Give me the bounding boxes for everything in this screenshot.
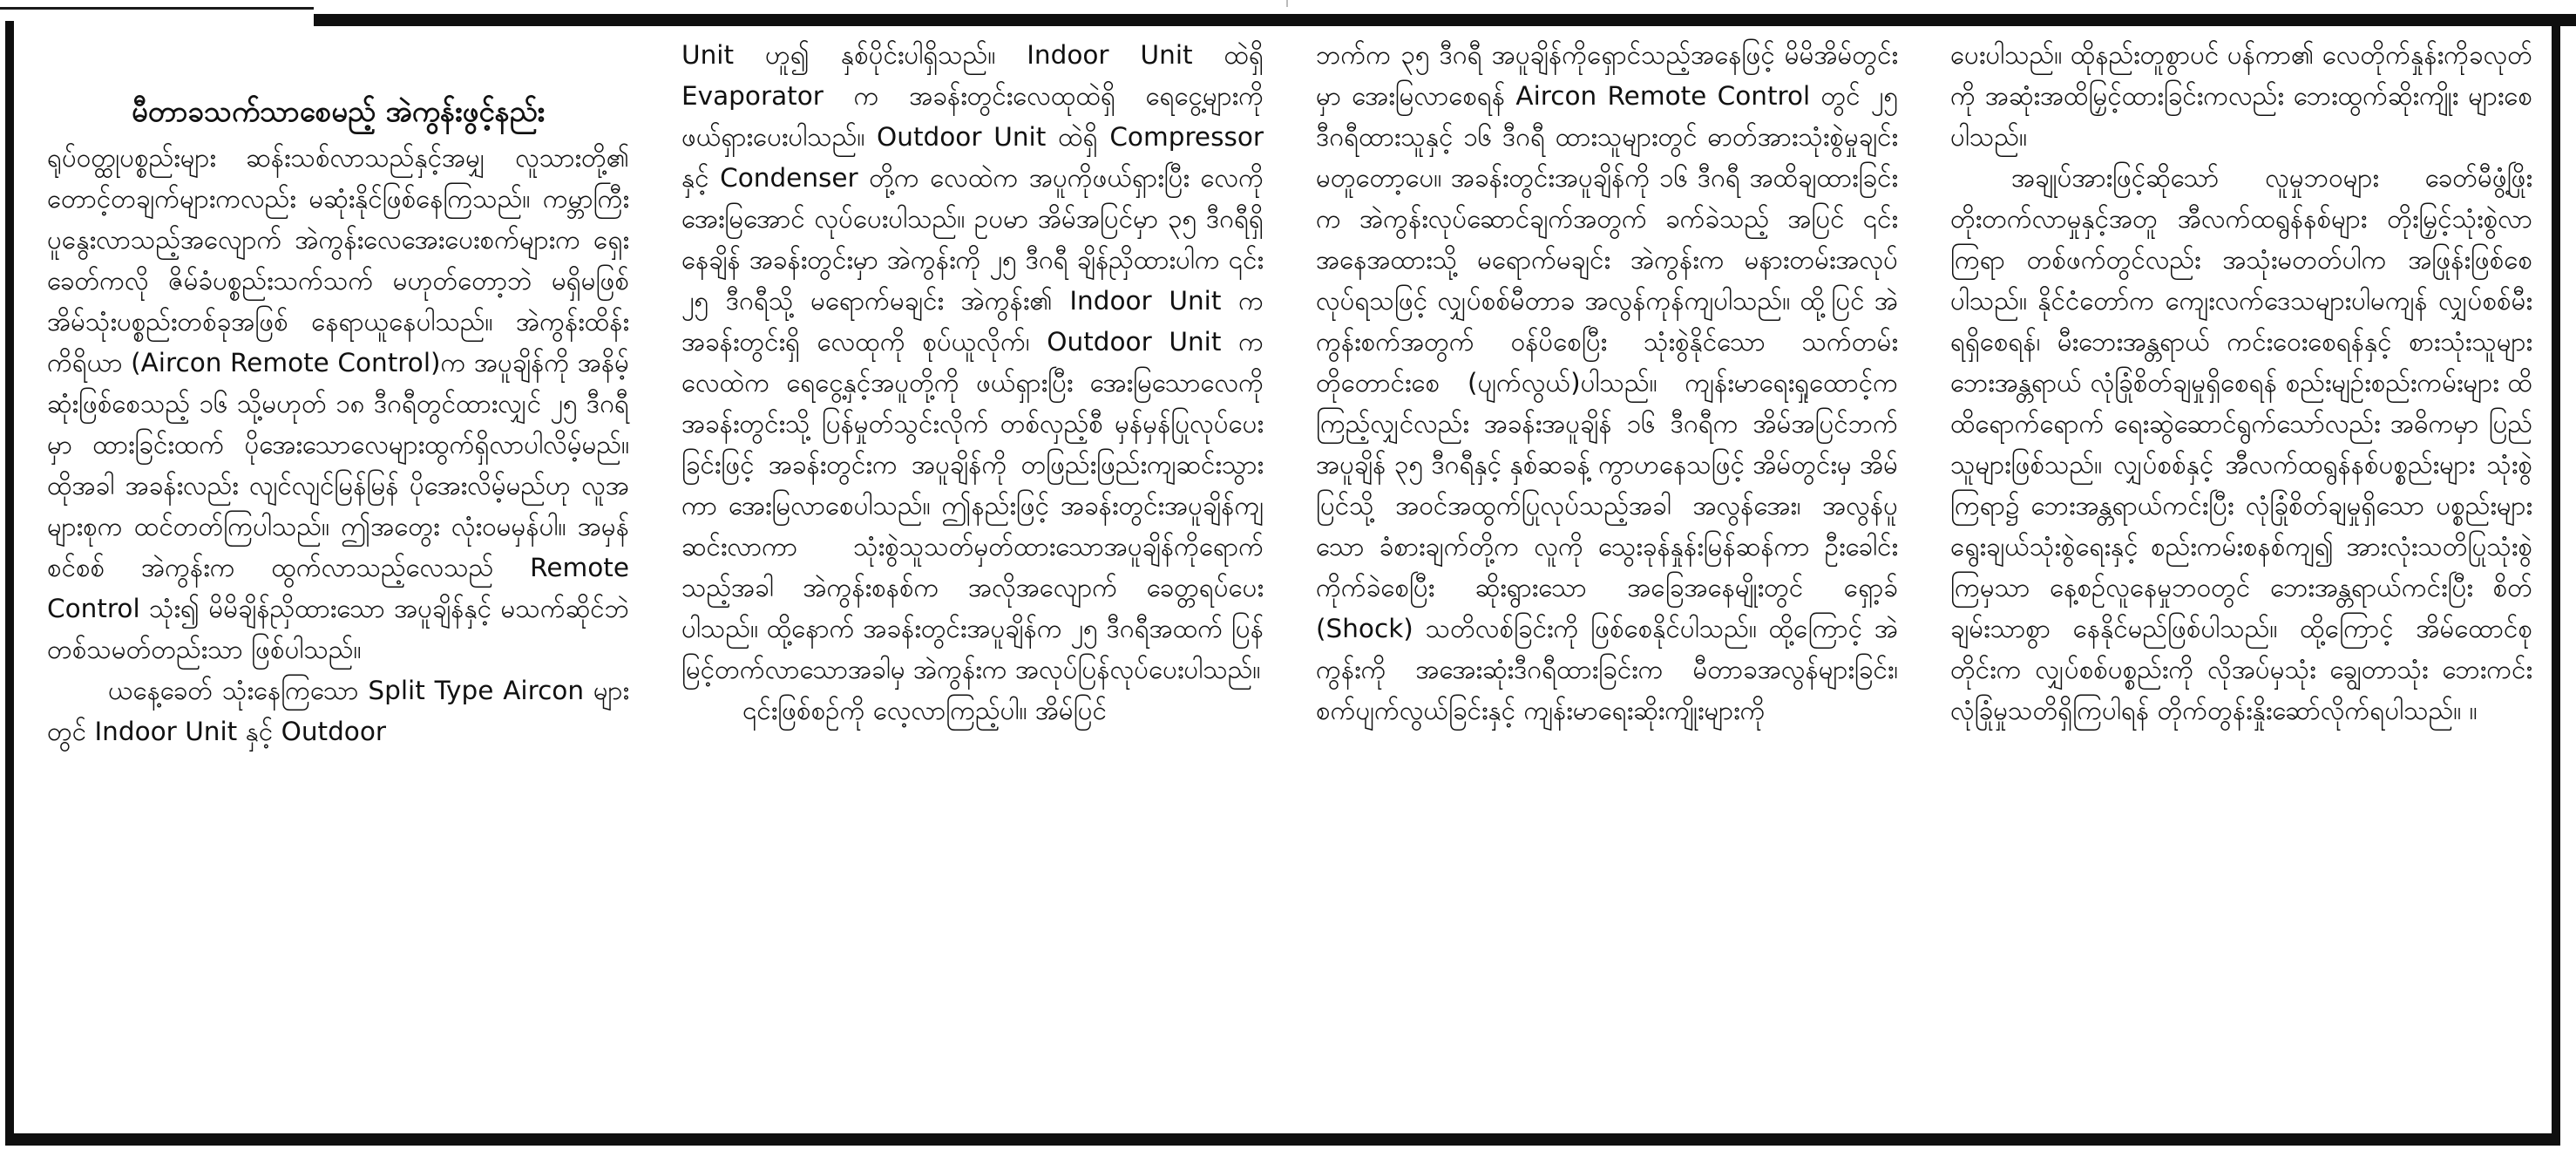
column-4 <box>1924 35 2559 1133</box>
paragraph-process: ၎င်းဖြစ်စဉ်ကို လေ့လာကြည့်ပါ။ အိမ်ပြင် <box>742 696 1107 725</box>
article-columns <box>21 35 2559 1133</box>
column-3 <box>1290 35 1924 1133</box>
paragraph-split-type: ယနေ့ခေတ် သုံးနေကြသော Split Type Aircon များတွင် Indoor Unit နှင့် Outdoor <box>47 676 629 746</box>
paragraph-fan: ပေးပါသည်။ ထိုနည်းတူစွာပင် ပန်ကာ၏ လေတိုက်နှုန်းကိုခလုတ်ကို အဆုံးအထိမြှင့်ထားခြင်းကလည်း ဘေးထွက်ဆိုးကျိုး များစေပါသည်။ <box>1950 40 2532 152</box>
paragraph-conclusion: အချုပ်အားဖြင့်ဆိုသော် လူမှုဘဝများ ခေတ်မီဖွံ့ဖြိုးတိုးတက်လာမှုနှင့်အတူ အီလက်ထရွန်နစ်များ တိုးမြှင့်သုံးစွဲလာကြရာ တစ်ဖက်တွင်လည်း အသုံးမတတ်ပါက အဖြုန်းဖြစ်စေပါသည်။ နိုင်ငံတော်က ကျေးလက်ဒေသများပါမကျန် လျှပ်စစ်မီးရရှိစေရန်၊ မီးဘေးအန္တရာယ် ကင်းဝေးစေရန်နှင့် စားသုံးသူများ ဘေးအန္တရာယ် လုံခြုံစိတ်ချမှုရှိစေရန် စည်းမျဉ်းစည်းကမ်းများ ထိထိရောက်ရောက် ရေးဆွဲဆောင်ရွက်သော်လည်း အဓိကမှာ ပြည်သူများဖြစ်သည်။ လျှပ်စစ်နှင့် အီလက်ထရွန်နစ်ပစ္စည်းများ သုံးစွဲကြရာ၌ ဘေးအန္တရာယ်ကင်းပြီး လုံခြုံစိတ်ချမှုရှိသော ပစ္စည်းများရွေးချယ်သုံးစွဲရေးနှင့် စည်းကမ်းစနစ်ကျ၍ အားလုံးသတိပြုသုံးစွဲကြမှသာ နေ့စဉ်လူနေမှုဘဝတွင် ဘေးအန္တရာယ်ကင်းပြီး စိတ်ချမ်းသာစွာ နေနိုင်မည်ဖြစ်ပါသည်။ ထို့ကြောင့် အိမ်ထောင်စုတိုင်းက လျှပ်စစ်ပစ္စည်းကို လိုအပ်မှသုံး ချွေတာသုံး ဘေးကင်းလုံခြုံမှုသတိရှိကြပါရန် တိုက်တွန်းနှိုးဆော်လိုက်ရပါသည်။ ။ <box>1950 163 2532 725</box>
paragraph-intro: ရုပ်ဝတ္ထုပစ္စည်းများ ဆန်းသစ်လာသည်နှင့်အမျှ လူသားတို့၏ တောင့်တချက်များကလည်း မဆုံးနိုင်ဖြစ်နေကြသည်။ ကမ္ဘာကြီးပူနွေးလာသည့်အလျောက် အဲကွန်းလေအေးပေးစက်များက ရှေးခေတ်ကလို ဇိမ်ခံပစ္စည်းသက်သက် မဟုတ်တော့ဘဲ မရှိမဖြစ် အိမ်သုံးပစ္စည်းတစ်ခုအဖြစ် နေရာယူနေပါသည်။ အဲကွန်းထိန်းကိရိယာ (Aircon Remote Control)က အပူချိန်ကို အနိမ့်ဆုံးဖြစ်စေသည့် ၁၆ သို့မဟုတ် ၁၈ ဒီဂရီတွင်ထားလျှင် ၂၅ ဒီဂရီမှာ ထားခြင်းထက် ပိုအေးသောလေများထွက်ရှိလာပါလိမ့်မည်။ ထိုအခါ အခန်းလည်း လျင်လျင်မြန်မြန် ပိုအေးလိမ့်မည်ဟု လူအများစုက ထင်တတ်ကြပါသည်။ ဤအတွေး လုံးဝမမှန်ပါ။ အမှန်စင်စစ် အဲကွန်းက ထွက်လာသည့်လေသည် Remote Control သုံး၍ မိမိချိန်ညှိထားသော အပူချိန်နှင့် မသက်ဆိုင်ဘဲ တစ်သမတ်တည်းသာ ဖြစ်ပါသည်။ <box>47 143 629 664</box>
column-2 <box>655 35 1290 1133</box>
column-1 <box>21 35 655 1133</box>
article-headline: မီတာခသက်သာစေမည့် အဲကွန်းဖွင့်နည်း <box>131 94 546 128</box>
top-thin-rule <box>0 7 314 10</box>
top-center-tick <box>1286 0 1288 7</box>
paragraph-units: Unit ဟူ၍ နှစ်ပိုင်းပါရှိသည်။ Indoor Unit ထဲရှိ Evaporator က အခန်းတွင်းလေထုထဲရှိ ရေငွေ့များကို ဖယ်ရှားပေးပါသည်။ Outdoor Unit ထဲရှိ Compressor နှင့် Condenser တို့က လေထဲက အပူကိုဖယ်ရှားပြီး လေကိုအေးမြအောင် လုပ်ပေးပါသည်။ ဥပမာ အိမ်အပြင်မှာ ၃၅ ဒီဂရီရှိနေချိန် အခန်းတွင်းမှာ အဲကွန်းကို ၂၅ ဒီဂရီ ချိန်ညှိထားပါက ၎င်း ၂၅ ဒီဂရီသို့ မရောက်မချင်း အဲကွန်း၏ Indoor Unit က အခန်းတွင်းရှိ လေထုကို စုပ်ယူလိုက်၊ Outdoor Unit က လေထဲက ရေငွေ့နှင့်အပူတို့ကို ဖယ်ရှားပြီး အေးမြသောလေကို အခန်းတွင်းသို့ ပြန်မှုတ်သွင်းလိုက် တစ်လှည့်စီ မှန်မှန်ပြုလုပ်ပေးခြင်းဖြင့် အခန်းတွင်းက အပူချိန်ကို တဖြည်းဖြည်းကျဆင်းသွားကာ အေးမြလာစေပါသည်။ ဤနည်းဖြင့် အခန်းတွင်းအပူချိန်ကျဆင်းလာကာ သုံးစွဲသူသတ်မှတ်ထားသောအပူချိန်ကိုရောက်သည့်အခါ အဲကွန်းစနစ်က အလိုအလျောက် ခေတ္တရပ်ပေးပါသည်။ ထို့နောက် အခန်းတွင်းအပူချိန်က ၂၅ ဒီဂရီအထက် ပြန်မြင့်တက်လာသောအခါမှ အဲကွန်းက အလုပ်ပြန်လုပ်ပေးပါသည်။ <box>681 40 1264 684</box>
paragraph-health: ဘက်က ၃၅ ဒီဂရီ အပူချိန်ကိုရှောင်သည့်အနေဖြင့် မိမိအိမ်တွင်းမှာ အေးမြလာစေရန် Aircon Remote Control တွင် ၂၅ ဒီဂရီထားသူနှင့် ၁၆ ဒီဂရီ ထားသူများတွင် ဓာတ်အားသုံးစွဲမှုချင်း မတူတော့ပေ။ အခန်းတွင်းအပူချိန်ကို ၁၆ ဒီဂရီ အထိချထားခြင်းက အဲကွန်းလုပ်ဆောင်ချက်အတွက် ခက်ခဲသည့် အပြင် ၎င်းအနေအထားသို့ မရောက်မချင်း အဲကွန်းက မနားတမ်းအလုပ်လုပ်ရသဖြင့် လျှပ်စစ်မီတာခ အလွန်ကုန်ကျပါသည်။ ထို့ပြင် အဲကွန်းစက်အတွက် ဝန်ပိစေပြီး သုံးစွဲနိုင်သော သက်တမ်းတိုတောင်းစေ (ပျက်လွယ်)ပါသည်။ ကျန်းမာရေးရှုထောင့်က ကြည့်လျှင်လည်း အခန်းအပူချိန် ၁၆ ဒီဂရီက အိမ်အပြင်ဘက် အပူချိန် ၃၅ ဒီဂရီနှင့် နှစ်ဆခန့် ကွာဟနေသဖြင့် အိမ်တွင်းမှ အိမ်ပြင်သို့ အဝင်အထွက်ပြုလုပ်သည့်အခါ အလွန်အေး၊ အလွန်ပူသော ခံစားချက်တို့က လူကို သွေးခုန်နှုန်းမြန်ဆန်ကာ ဦးခေါင်းကိုက်ခဲစေပြီး ဆိုးရွားသော အခြေအနေမျိုးတွင် ရှော့ခ် (Shock) သတိလစ်ခြင်းကို ဖြစ်စေနိုင်ပါသည်။ ထို့ကြောင့် အဲကွန်းကို အအေးဆုံးဒီဂရီထားခြင်းက မီတာခအလွန်များခြင်း၊ စက်ပျက်လွယ်ခြင်းနှင့် ကျန်းမာရေးဆိုးကျိုးများကို <box>1316 40 1899 725</box>
